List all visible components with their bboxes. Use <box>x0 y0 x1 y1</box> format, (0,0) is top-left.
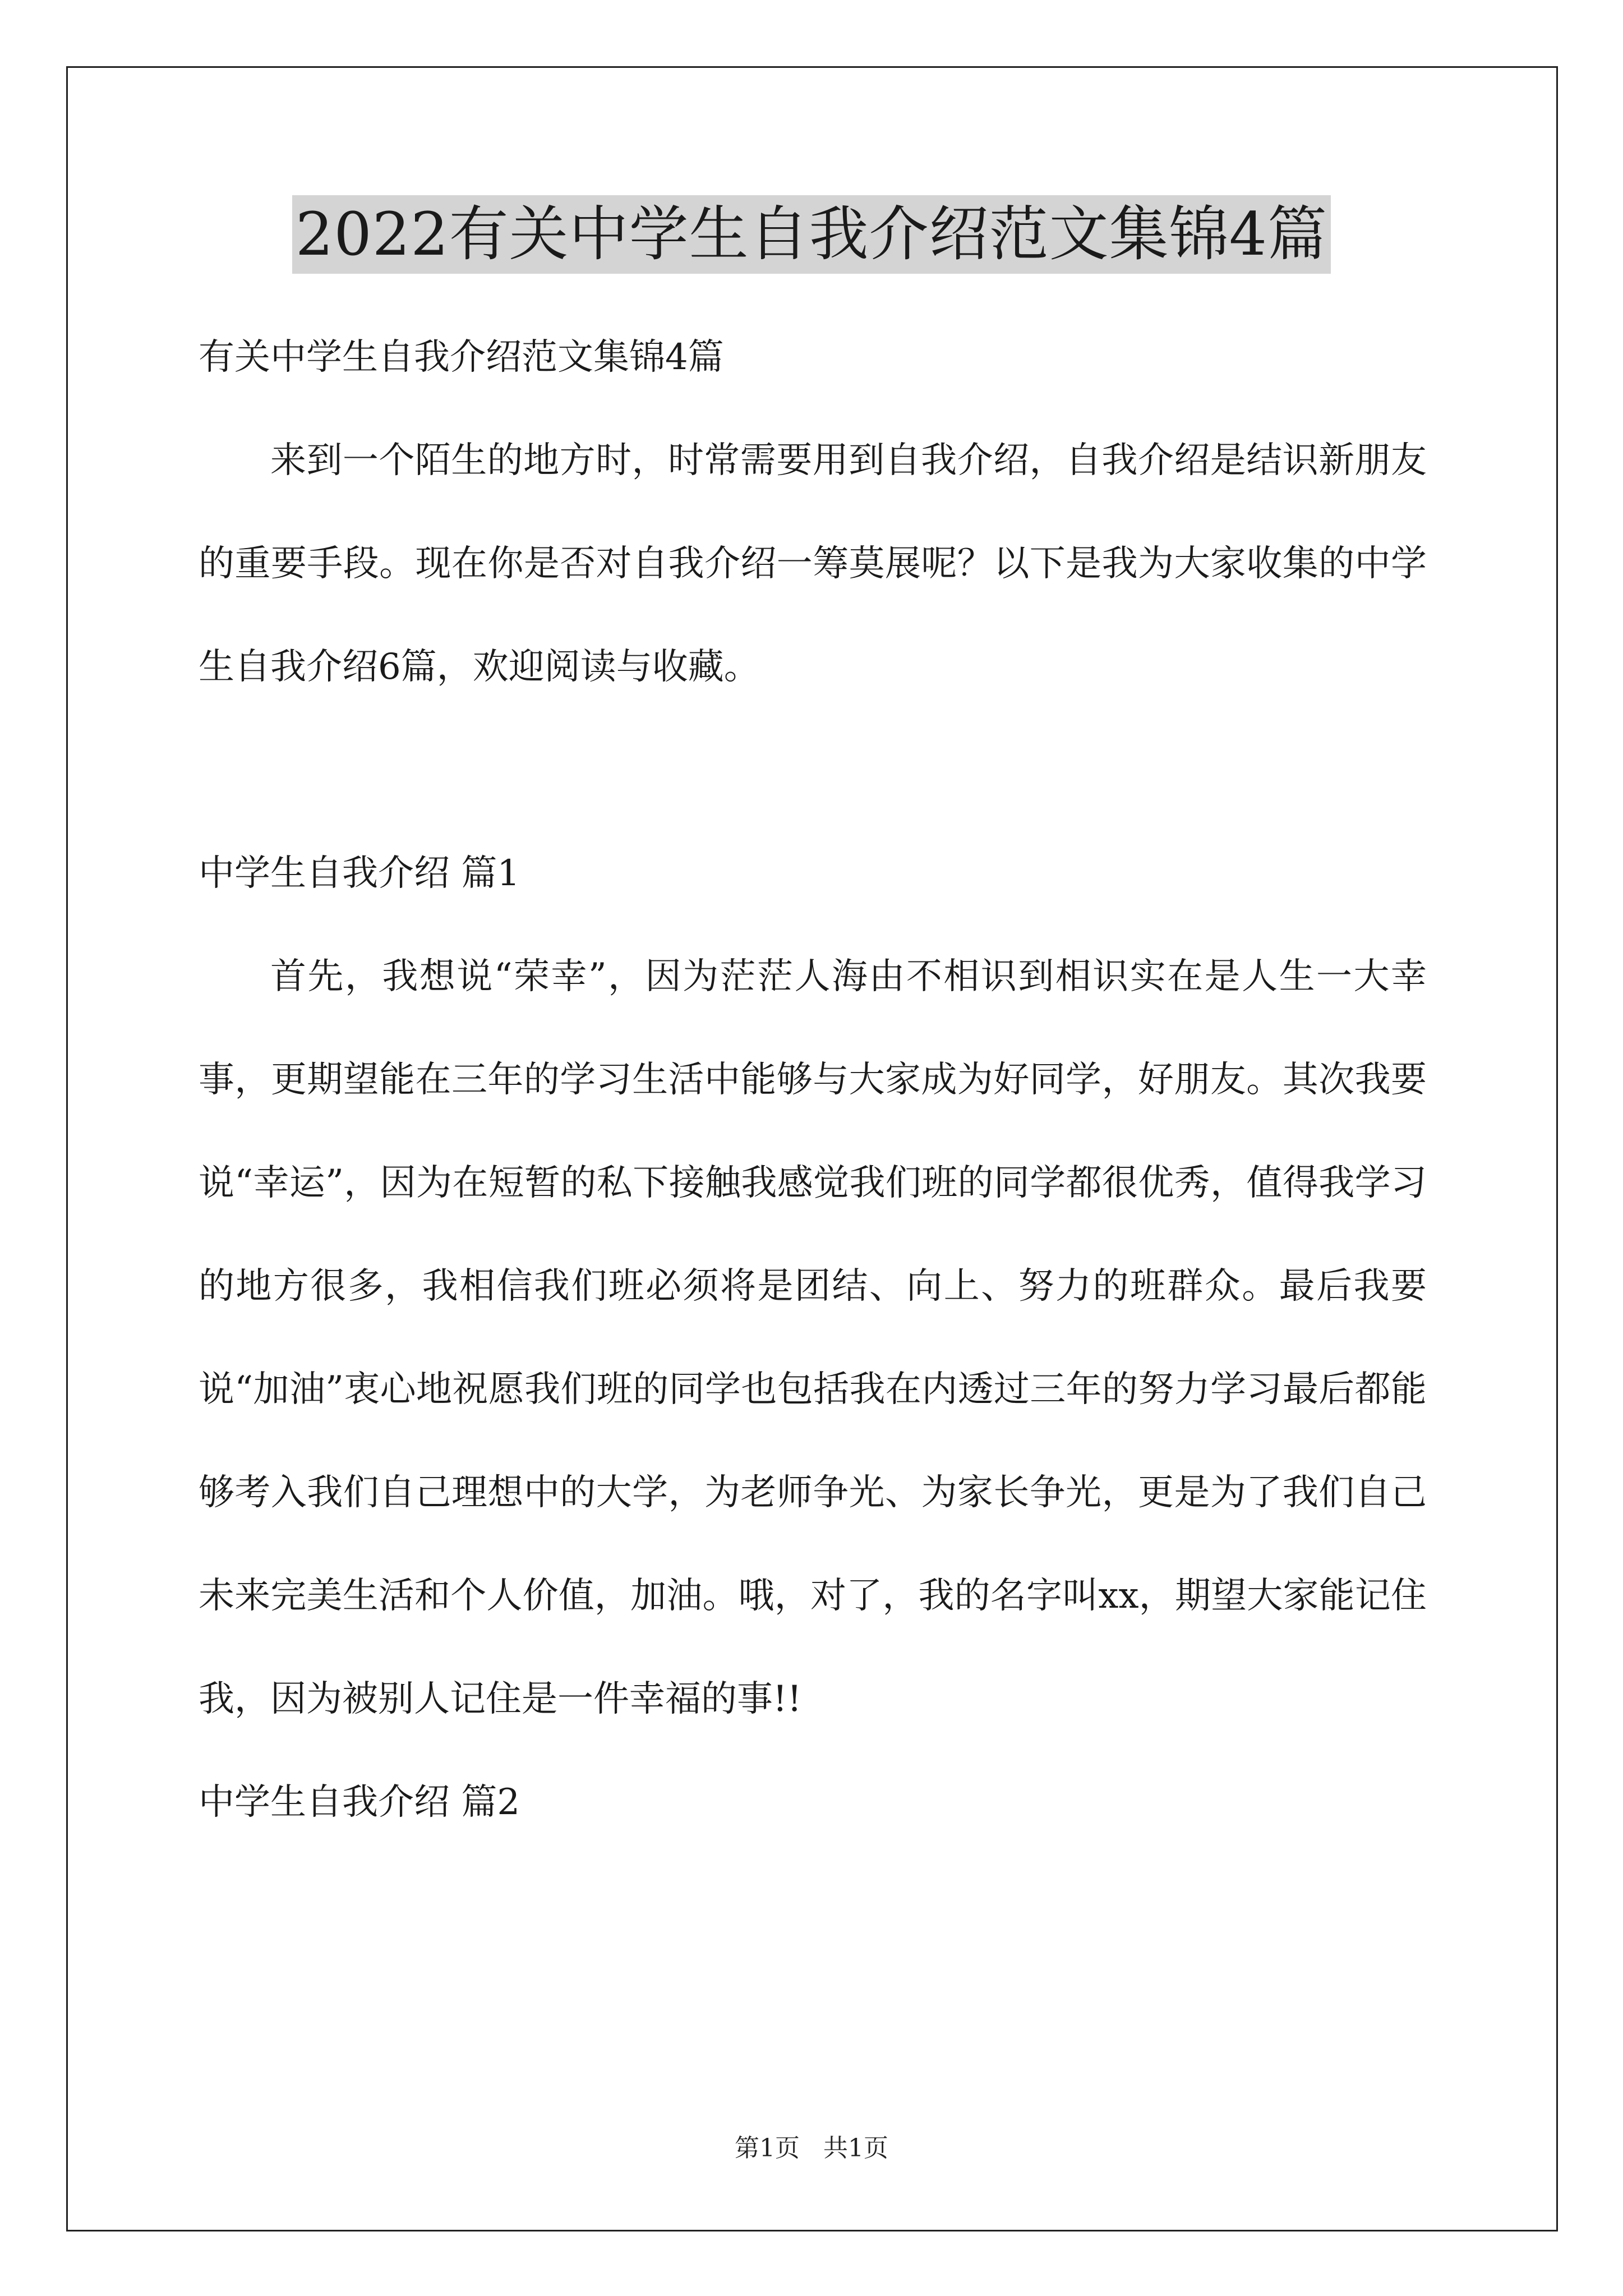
section-2-heading: 中学生自我介绍 篇2 <box>199 1782 520 1823</box>
section-1-paragraph: 首先，我想说“荣幸”，因为茫茫人海由不相识到相识实在是人生一大幸事，更期望能在三年的学习生活中能够与大家成为好同学，好朋友。其次我要说“幸运”，因为在短暂的私下接触我感觉我们班的同学都很优秀，值得我学习的地方很多，我相信我们班必须将是团结、向上、努力的班群众。最后我要说“加油”衷心地祝愿我们班的同学也包括我在内透过三年的努力学习最后都能够考入我们自己理想中的大学，为老师争光、为家长争光，更是为了我们自己未来完美生活和个人价值，加油。哦，对了，我的名字叫xx，期望大家能记住我，因为被别人记住是一件幸福的事!! <box>199 956 1427 1720</box>
document-body <box>199 306 1427 1854</box>
document-subtitle: 有关中学生自我介绍范文集锦4篇 <box>199 337 724 378</box>
title-container <box>0 195 1623 274</box>
intro-paragraph: 来到一个陌生的地方时，时常需要用到自我介绍，自我介绍是结识新朋友的重要手段。现在你是否对自我介绍一筹莫展呢？以下是我为大家收集的中学生自我介绍6篇，欢迎阅读与收藏。 <box>199 440 1427 688</box>
section-1-heading: 中学生自我介绍 篇1 <box>199 853 520 894</box>
document-title: 2022有关中学生自我介绍范文集锦4篇 <box>292 195 1331 274</box>
page-footer: 第1页 共1页 <box>735 2134 888 2162</box>
